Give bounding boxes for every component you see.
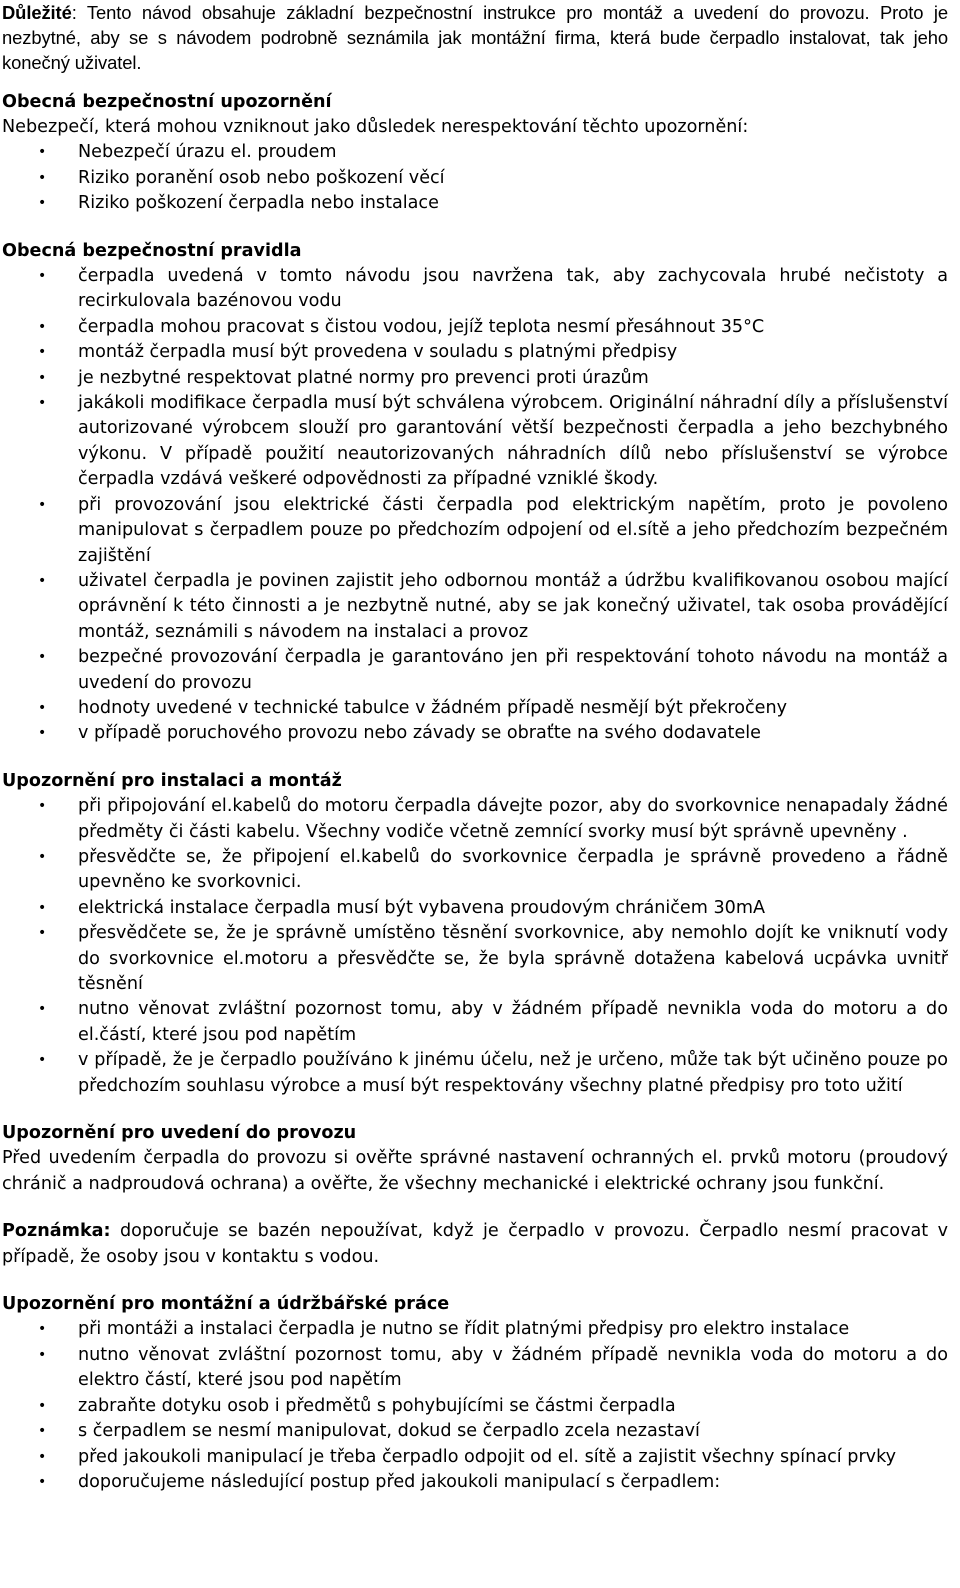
list-item-text: při připojování el.kabelů do motoru čerpadla dávejte pozor, aby do svorkovnice nenapadaly žádné předměty či části kabelu. Všechny vodiče včetně zemnící svorky musí být správně upevněny .: [78, 796, 948, 842]
list-item: [2, 845, 948, 896]
bullet-icon: •: [38, 395, 47, 412]
bullet-icon: •: [38, 1052, 47, 1069]
intro-text: : Tento návod obsahuje základní bezpečnostní instrukce pro montáž a uvedení do provozu. Proto je nezbytné, aby se s návodem podrobně seznámila jak montážní firma, která bude čerpadlo instalovat, tak jeho konečný uživatel.: [2, 2, 948, 74]
bullet-icon: •: [38, 195, 47, 212]
maintenance-title: Upozornění pro montážní a údržbářské práce: [2, 1294, 450, 1315]
bullet-icon: •: [38, 725, 47, 742]
list-item-text: v případě poruchového provozu nebo závady se obraťte na svého dodavatele: [78, 723, 761, 744]
intro-paragraph: [2, 0, 948, 76]
list-item: [2, 1445, 948, 1470]
bullet-icon: •: [38, 925, 47, 942]
maintenance-section: [2, 1292, 948, 1495]
list-item-text: čerpadla mohou pracovat s čistou vodou, jejíž teplota nesmí přesáhnout 35°C: [78, 316, 765, 337]
spacer: [2, 217, 948, 239]
list-item: [2, 1470, 948, 1495]
bullet-icon: •: [38, 1346, 47, 1363]
list-item-text: nutno věnovat zvláštní pozornost tomu, aby v žádném případě nevnikla voda do motoru a do el.částí, které jsou pod napětím: [78, 999, 948, 1045]
note-paragraph: [2, 1219, 948, 1270]
note-lead: Poznámka:: [2, 1221, 111, 1242]
bullet-icon: •: [38, 649, 47, 666]
spacer: [2, 1270, 948, 1292]
list-item-text: doporučujeme následující postup před jakoukoli manipulací s čerpadlem:: [78, 1471, 721, 1492]
general-warnings-title: Obecná bezpečnostní upozornění: [2, 91, 332, 112]
list-item: [2, 921, 948, 997]
bullet-icon: •: [38, 572, 47, 589]
list-item-text: přesvědčte se, že připojení el.kabelů do svorkovnice čerpadla je správně provedeno a řádně upevněno ke svorkovnici.: [78, 846, 948, 893]
list-item: [2, 366, 948, 391]
bullet-icon: •: [38, 169, 47, 186]
list-item: [2, 721, 948, 746]
list-item: [2, 191, 948, 216]
general-rules-list: [2, 264, 948, 747]
list-item-text: je nezbytné respektovat platné normy pro prevenci proti úrazům: [78, 367, 649, 388]
list-item-text: Riziko poškození čerpadla nebo instalace: [78, 193, 439, 214]
list-item: [2, 997, 948, 1048]
list-item: [2, 794, 948, 845]
list-item-text: v případě, že je čerpadlo používáno k jinému účelu, než je určeno, může tak být učiněno pouze po předchozím souhlasu výrobce a musí být respektovány všechny platné předpisy pro toto užití: [78, 1050, 948, 1096]
spacer: [2, 1099, 948, 1121]
bullet-icon: •: [38, 369, 47, 386]
general-warnings-list: [2, 140, 948, 216]
general-warnings-text: Nebezpečí, která mohou vzniknout jako důsledek nerespektování těchto upozornění:: [2, 117, 749, 138]
spacer: [2, 76, 948, 90]
bullet-icon: •: [38, 496, 47, 513]
commissioning-title: Upozornění pro uvedení do provozu: [2, 1123, 357, 1144]
list-item-text: nutno věnovat zvláštní pozornost tomu, aby v žádném případě nevnikla voda do motoru a do elektro částí, které jsou pod napětím: [78, 1344, 948, 1391]
bullet-icon: •: [38, 268, 47, 285]
list-item-text: Riziko poranění osob nebo poškození věcí: [78, 167, 445, 188]
bullet-icon: •: [38, 798, 47, 815]
list-item: [2, 315, 948, 340]
list-item: [2, 896, 948, 921]
bullet-icon: •: [38, 1473, 47, 1490]
list-item: [2, 1317, 948, 1342]
general-rules-section: [2, 239, 948, 747]
list-item: [2, 1048, 948, 1099]
bullet-icon: •: [38, 1448, 47, 1465]
list-item-text: při montáži a instalaci čerpadla je nutno se řídit platnými předpisy pro elektro instalace: [78, 1319, 850, 1340]
intro-lead: Důležité: [2, 2, 72, 23]
general-warnings-section: [2, 90, 948, 217]
bullet-icon: •: [38, 848, 47, 865]
list-item: [2, 140, 948, 165]
installation-section: [2, 769, 948, 1099]
spacer: [2, 1197, 948, 1219]
list-item: [2, 1394, 948, 1419]
list-item: [2, 264, 948, 315]
list-item-text: Nebezpečí úrazu el. proudem: [78, 142, 337, 163]
list-item-text: s čerpadlem se nesmí manipulovat, dokud se čerpadlo zcela nezastaví: [78, 1421, 700, 1442]
list-item-text: před jakoukoli manipulací je třeba čerpadlo odpojit od el. sítě a zajistit všechny spínací prvky: [78, 1446, 897, 1467]
list-item: [2, 569, 948, 645]
bullet-icon: •: [38, 1423, 47, 1440]
list-item-text: zabraňte dotyku osob i předmětů s pohybujícími se částmi čerpadla: [78, 1395, 676, 1416]
list-item: [2, 645, 948, 696]
list-item-text: montáž čerpadla musí být provedena v souladu s platnými předpisy: [78, 342, 678, 363]
list-item: [2, 696, 948, 721]
list-item: [2, 166, 948, 191]
maintenance-list: [2, 1317, 948, 1495]
bullet-icon: •: [38, 318, 47, 335]
list-item-text: uživatel čerpadla je povinen zajistit jeho odbornou montáž a údržbu kvalifikovanou osobou mající oprávnění k této činnosti a je nezbytně nutné, aby se jak konečný uživatel, tak osoba provádějící montáž, seznámili s návodem na instalaci a provoz: [78, 570, 948, 642]
spacer: [2, 747, 948, 769]
bullet-icon: •: [38, 1321, 47, 1338]
list-item-text: hodnoty uvedené v technické tabulce v žádném případě nesmějí být překročeny: [78, 697, 788, 718]
list-item-text: bezpečné provozování čerpadla je garantováno jen při respektování tohoto návodu na montáž a uvedení do provozu: [78, 647, 948, 693]
list-item-text: jakákoli modifikace čerpadla musí být schválena výrobcem. Originální náhradní díly a příslušenství autorizované výrobcem slouží pro garantování větší bezpečnosti čerpadla a jeho bezchybného výkonu. V případě použití neautorizovaných náhradních dílů nebo příslušenství se výrobce čerpadla vzdává veškeré odpovědnosti za případné vzniklé škody.: [78, 393, 948, 490]
bullet-icon: •: [38, 144, 47, 161]
commissioning-section: [2, 1121, 948, 1197]
list-item: [2, 391, 948, 493]
list-item: [2, 493, 948, 569]
bullet-icon: •: [38, 1001, 47, 1018]
bullet-icon: •: [38, 699, 47, 716]
bullet-icon: •: [38, 1397, 47, 1414]
bullet-icon: •: [38, 344, 47, 361]
note-text: doporučuje se bazén nepoužívat, když je čerpadlo v provozu. Čerpadlo nesmí pracovat v případě, že osoby jsou v kontaktu s vodou.: [2, 1221, 948, 1267]
installation-list: [2, 794, 948, 1099]
list-item-text: přesvědčete se, že je správně umístěno těsnění svorkovnice, aby nemohlo dojít ke vniknutí vody do svorkovnice el.motoru a přesvědčte se, že byla správně dotažena kabelová ucpávka uvnitř těsnění: [78, 923, 948, 995]
list-item: [2, 1343, 948, 1394]
list-item-text: při provozování jsou elektrické části čerpadla pod elektrickým napětím, proto je povoleno manipulovat s čerpadlem pouze po předchozím odpojení od el.sítě a jeho předchozím bezpečném zajištění: [78, 494, 948, 566]
list-item: [2, 1419, 948, 1444]
commissioning-text: Před uvedením čerpadla do provozu si ověřte správné nastavení ochranných el. prvků motoru (proudový chránič a nadproudová ochrana) a ověřte, že všechny mechanické i elektrické ochrany jsou funkční.: [2, 1148, 948, 1194]
list-item-text: elektrická instalace čerpadla musí být vybavena proudovým chráničem 30mA: [78, 897, 766, 918]
general-rules-title: Obecná bezpečnostní pravidla: [2, 240, 302, 261]
list-item: [2, 340, 948, 365]
bullet-icon: •: [38, 899, 47, 916]
installation-title: Upozornění pro instalaci a montáž: [2, 770, 342, 791]
list-item-text: čerpadla uvedená v tomto návodu jsou navržena tak, aby zachycovala hrubé nečistoty a recirkulovala bazénovou vodu: [78, 266, 948, 312]
